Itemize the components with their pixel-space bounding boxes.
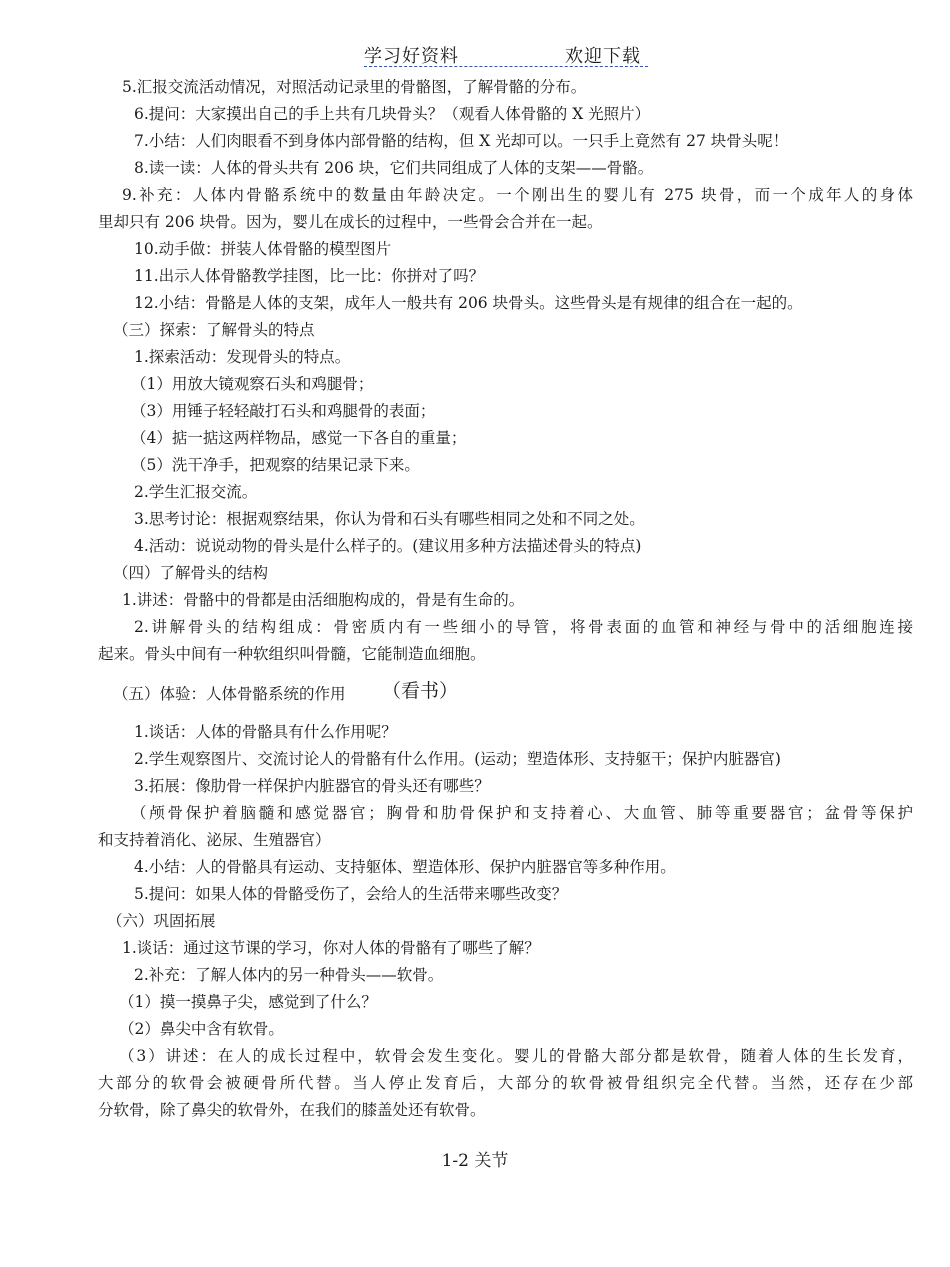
text-line: 2.学生汇报交流。 [134, 483, 258, 501]
header-dashed-rule [364, 66, 648, 67]
text-line: 1.谈话：人体的骨骼具有什么作用呢？ [134, 723, 397, 741]
text-line: 7.小结：人们肉眼看不到身体内部骨骼的结构，但 X 光却可以。一只手上竟然有 27 块骨头呢！ [134, 132, 789, 150]
text-line: 9.补充：人体内骨骼系统中的数量由年龄决定。一个刚出生的婴儿有 275 块骨，而一个成年人的身体 [122, 186, 913, 204]
text-line: 起来。骨头中间有一种软组织叫骨髓，它能制造血细胞。 [98, 645, 486, 663]
text-line: 5.汇报交流活动情况，对照活动记录里的骨骼图，了解骨骼的分布。 [122, 78, 587, 96]
text-line: （1）摸一摸鼻子尖，感觉到了什么？ [119, 993, 377, 1011]
text-line: （颅骨保护着脑髓和感觉器官；胸骨和肋骨保护和支持着心、大血管、肺等重要器官；盆骨等保护 [131, 804, 913, 822]
next-section-title: 1-2 关节 [441, 1151, 509, 1171]
text-line: 1.谈话：通过这节课的学习，你对人体的骨骼有了哪些了解？ [122, 939, 540, 957]
text-line: 分软骨，除了鼻尖的软骨外，在我们的膝盖处还有软骨。 [98, 1101, 486, 1119]
text-line: 1.讲述：骨骼中的骨都是由活细胞构成的，骨是有生命的。 [122, 591, 525, 609]
text-line: 2.补充：了解人体内的另一种骨头——软骨。 [134, 966, 444, 984]
text-line: 8.读一读：人体的骨头共有 206 块，它们共同组成了人体的支架——骨骼。 [134, 159, 654, 177]
text-line: 4.活动：说说动物的骨头是什么样子的。(建议用多种方法描述骨头的特点) [134, 537, 642, 555]
text-line: 12.小结：骨骼是人体的支架，成年人一般共有 206 块骨头。这些骨头是有规律的组合在一起的。 [134, 294, 803, 312]
handwritten-note: （看书） [382, 680, 459, 702]
text-line: 3.拓展：像肋骨一样保护内脏器官的骨头还有哪些？ [134, 777, 490, 795]
text-line: （3）讲述：在人的成长过程中，软骨会发生变化。婴儿的骨骼大部分都是软骨，随着人体的生长发育， [119, 1047, 913, 1065]
text-line: 11.出示人体骨骼教学挂图，比一比：你拼对了吗？ [134, 267, 485, 285]
text-line: 10.动手做：拼装人体骨骼的模型图片 [134, 240, 392, 258]
text-line: 6.提问：大家摸出自己的手上共有几块骨头？（观看人体骨骼的 X 光照片） [134, 105, 651, 123]
text-line: 4.小结：人的骨骼具有运动、支持躯体、塑造体形、保护内脏器官等多种作用。 [134, 858, 676, 876]
text-line: 大部分的软骨会被硬骨所代替。当人停止发育后，大部分的软骨被骨组织完全代替。当然，还存在少部 [98, 1074, 913, 1092]
text-line: （4）掂一掂这两样物品，感觉一下各自的重量； [131, 429, 467, 447]
section-heading: （四）了解骨头的结构 [113, 564, 269, 582]
text-line: （3）用锤子轻轻敲打石头和鸡腿骨的表面； [131, 402, 436, 420]
text-line: （5）洗干净手，把观察的结果记录下来。 [131, 456, 420, 474]
text-line: 2.学生观察图片、交流讨论人的骨骼有什么作用。(运动；塑造体形、支持躯干；保护内脏器官) [134, 750, 781, 768]
text-line: 1.探索活动：发现骨头的特点。 [134, 348, 351, 366]
page-header [0, 38, 950, 68]
text-line: 5.提问：如果人体的骨骼受伤了，会给人的生活带来哪些改变？ [134, 885, 568, 903]
header-right-text: 欢迎下载 [565, 46, 641, 67]
section-heading: （六）巩固拓展 [107, 912, 216, 930]
text-line: （1）用放大镜观察石头和鸡腿骨； [131, 375, 374, 393]
header-left-text: 学习好资料 [364, 46, 459, 67]
text-line: 里却只有 206 块骨。因为，婴儿在成长的过程中，一些骨会合并在一起。 [98, 213, 603, 231]
text-line: 和支持着消化、泌尿、生殖器官） [98, 831, 331, 849]
text-line: （2）鼻尖中含有软骨。 [119, 1020, 284, 1038]
section-heading: （五）体验：人体骨骼系统的作用 [113, 685, 346, 703]
text-line: 2.讲解骨头的结构组成：骨密质内有一些细小的导管，将骨表面的血管和神经与骨中的活细胞连接 [134, 618, 913, 636]
text-line: 3.思考讨论：根据观察结果，你认为骨和石头有哪些相同之处和不同之处。 [134, 510, 645, 528]
section-heading: （三）探索：了解骨头的特点 [113, 321, 315, 339]
